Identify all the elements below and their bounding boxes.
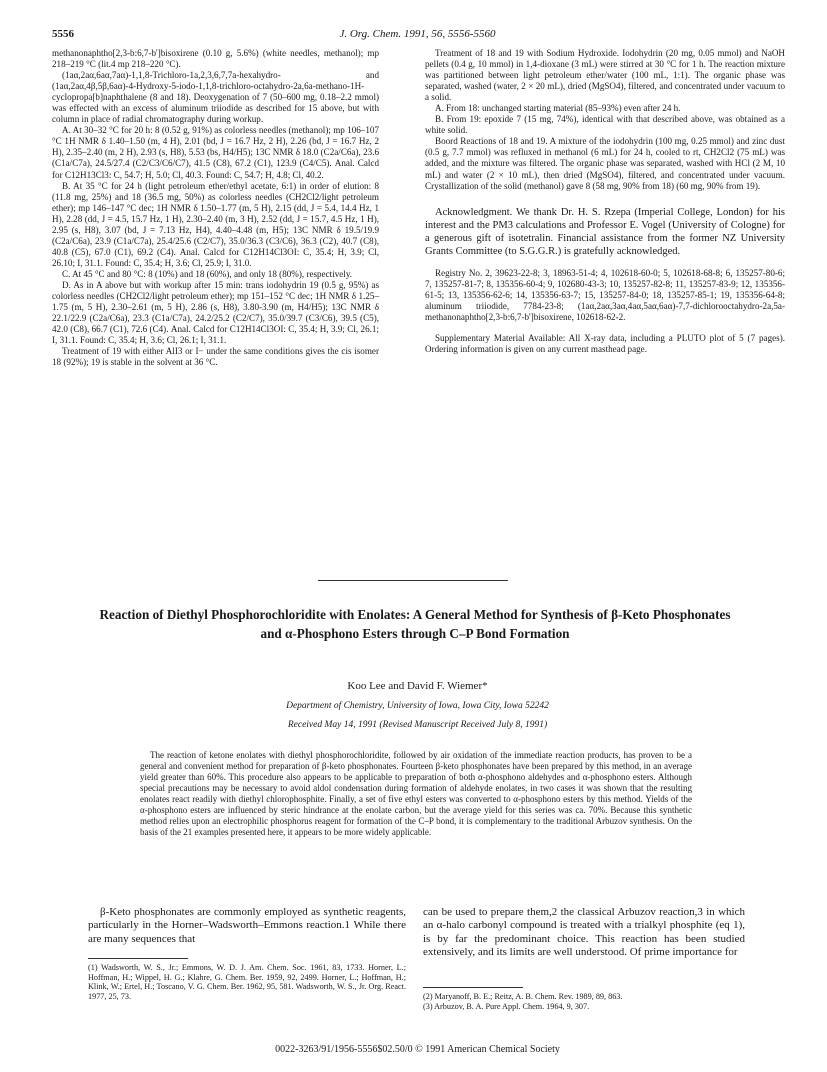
footnote-3: (3) Arbuzov, B. A. Pure Appl. Chem. 1964, 9, 307. (423, 1002, 590, 1011)
paragraph: Treatment of 18 and 19 with Sodium Hydroxide. Iodohydrin (20 mg, 0.05 mmol) and NaOH pellets (0.4 g, 10 mmol) in 1,4-dioxane (3 mL) were stirred at 30 °C for 1 h. The reaction mixture was partitioned between light petroleum ether/water (100 mL, 1:1). The organic phase was separated, washed (water, 2 × 20 mL), dried (MgSO4), filtered, and concentrated under vacuum to a solid. (425, 48, 785, 103)
running-header (52, 28, 783, 44)
paragraph: Treatment of 19 with either AlI3 or I− under the same conditions gives the cis isomer 18 (92%); 19 is stable in the solvent at 36 °C. (52, 346, 379, 368)
abstract: The reaction of ketone enolates with diethyl phosphorochloridite, followed by air oxidation of the immediate reaction products, has proven to be a general and convenient method for preparation of β-keto phosphonates. Fourteen β-keto phosphonates have been prepared by this method, in an average yield greater than 60%. This procedure also appears to be applicable to preparation of both α-phosphono aldehydes and α-phosphono esters. Although special precautions may be necessary to avoid aldol condensation during formation of aldehyde enolates, in two cases it was shown that the resulting enolates react readily with diethyl chlorophosphite. Finally, a set of five ethyl esters was converted to α-phosphono esters by this method. Yields of the α-phosphono esters are influenced by steric hindrance at the enolate carbon, but the average yield for this series was ca. 70%. Because this synthetic method relies upon an electrophilic phosphorus reagent for formation of the C–P bond, it is complementary to the traditional Arbuzov synthesis. On the basis of the 21 examples presented here, it appears to be more widely applicable. (140, 750, 692, 837)
page-number: 5556 (52, 28, 74, 40)
article-authors: Koo Lee and David F. Wiemer* (347, 680, 488, 692)
paragraph: B. At 35 °C for 24 h (light petroleum ether/ethyl acetate, 6:1) in order of elution: 8 (11.8 mg, 25%) and 18 (36.5 mg, 50%) as colorless needles (CH2Cl2/light petroleum ether); mp 146–147 °C dec; 1H NMR δ 1.50–1.77 (m, 5 H), 2.15 (dd, J = 5.4, 14.4 Hz, 1 H), 2.28 (dd, J = 4.5, 15.7 Hz, 1 H), 2.30–2.40 (m, 3 H), 2.52 (dd, J = 15.7, 4.5 Hz, 1 H), 2.95 (s, H8), 3.07 (bd, J = 7.13 Hz, H4), 4.40–4.48 (m, H5); 13C NMR δ 19.5/19.9 (C2a/C6a), 23.9 (C1a/C7a), 25.4/25.6 (C2/C7), 35.0/36.3 (C3/C6), 36.3 (C2), 40.7 (C8), 40.8 (C5), 67.0 (C1), 69.2 (C4). Anal. Calcd for C12H14Cl3OI: C, 35.4; H, 3.9; Cl, 26.10; I, 31.1. Found: C, 35.4; H, 3.6; Cl, 25.9; I, 31.0. (52, 180, 379, 268)
article-title: Reaction of Diethyl Phosphorochloridite with Enolates: A General Method for Synthesis of β-Keto Phosphonates and α-Phosphono Esters through C–P Bond Formation (99, 607, 731, 641)
paragraph: A. From 18: unchanged starting material (85–93%) even after 24 h. (435, 103, 681, 114)
paragraph: D. As in A above but with workup after 15 min: trans iodohydrin 19 (0.5 g, 95%) as colorless needles (CH2Cl2/light petroleum ether); mp 151–152 °C dec; 1H NMR δ 1.25–1.75 (m, 5 H), 2.30–2.61 (m, 5 H), 2.86 (s, H8), 3.80-3.90 (m, H4/H5); 13C NMR δ 22.1/22.9 (C2a/C6a), 23.3 (C1a/C7a), 24.2/25.2 (C2/C7), 35.0/39.7 (C3/C6), 39.5 (C5), 42.0 (C8), 66.7 (C1), 72.6 (C4). Anal. Calcd for C12H14Cl3OI: C, 35.4; H, 3.9; Cl, 26.1; I, 31.1. Found: C, 35.4; H, 3.6; Cl, 26.1; I, 31.1. (52, 279, 379, 346)
paragraph: B. From 19: epoxide 7 (15 mg, 74%), identical with that described above, was obtained as a white solid. (425, 114, 785, 136)
author-affiliation: Department of Chemistry, University of Iowa, Iowa City, Iowa 52242 (286, 701, 549, 711)
previous-article-left-column (52, 48, 379, 368)
footnote-divider (423, 987, 523, 988)
paragraph: C. At 45 °C and 80 °C: 8 (10%) and 18 (60%), and only 18 (80%), respectively. (62, 268, 353, 279)
supplementary-material: Supplementary Material Available: All X-ray data, including a PLUTO plot of 5 (7 pages). Ordering information is given on any current masthead page. (425, 332, 785, 354)
paragraph: methanonaphtho[2,3-b:6,7-b']bisoxirene (0.10 g, 5.6%) (white needles, methanol); mp 218–219 °C (lit.4 mp 218–220 °C). (52, 48, 379, 70)
registry-numbers: Registry No. 2, 39623-22-8; 3, 18963-51-4; 4, 102618-60-0; 5, 102618-68-8; 6, 135257-80-6; 7, 135257-81-7; 8, 135356-60-4; 9, 102680-43-3; 10, 135257-82-8; 11, 135257-83-9; 12, 135356-61-5; 13, 135356-62-6; 14, 135356-63-7; 15, 135257-84-0; 18, 135257-85-1; 19, 135356-64-8; aluminum triiodide, 7784-23-8; (1aα,2aα,3aα,4aα,5aα,6aα)-7,7-dichlorooctahydro-2a,5a-methanonaphtho[2,3-b:6,7-b']bisoxirene, 102618-62-2. (425, 267, 785, 322)
journal-citation: J. Org. Chem. 1991, 56, 5556-5560 (339, 28, 496, 40)
received-date: Received May 14, 1991 (Revised Manuscript Received July 8, 1991) (287, 720, 548, 730)
acknowledgment: Acknowledgment. We thank Dr. H. S. Rzepa (Imperial College, London) for his interest and the PM3 calculations and Professor E. Vogel (University of Cologne) for a generous gift of isotetralin. Financial assistance from the former NZ University Grants Committee (to S.G.G.R.) is gratefully acknowledged. (425, 206, 785, 257)
paragraph: Boord Reactions of 18 and 19. A mixture of the iodohydrin (100 mg, 0.25 mmol) and zinc dust (0.5 g, 7.7 mmol) was refluxed in methanol (6 mL) for 24 h, cooled to rt, CH2Cl2 (75 mL) was added, and the mixture was filtered. The organic phase was separated, washed with HCl (2 M, 10 mL) and water (2 × 10 mL), then dried (MgSO4), filtered, and concentrated under vacuum. Crystallization of the solid (methanol) gave 8 (58 mg, 90% from 18) (60 mg, 90% from 19). (425, 136, 785, 191)
body-text-right: can be used to prepare them,2 the classical Arbuzov reaction,3 in which an α-halo carbonyl compound is treated with a trialkyl phosphite (eq 1), is by far the predominant choice. This reaction has been studied extensively, and its limits are well understood. Of prime importance for (423, 906, 745, 958)
body-text-left: β-Keto phosphonates are commonly employed as synthetic reagents, particularly in the Horner–Wadsworth–Emmons reaction.1 While there are many sequences that (88, 906, 406, 945)
previous-article-right-column (425, 48, 785, 355)
footnote-1: (1) Wadsworth, W. S., Jr.; Emmons, W. D. J. Am. Chem. Soc. 1961, 83, 1733. Horner, L.; Hoffman, H.; Wippel, H. G.; Klahre, G. Chem. Ber. 1959, 92, 2499. Horner, L.; Hoffman, H.; Klink, W.; Ertel, H.; Toscano, V. G. Chem. Ber. 1962, 95, 581. Wadsworth, W. S., Jr. Org. React. 1977, 25, 73. (88, 963, 406, 1001)
footnote-2: (2) Maryanoff, B. E.; Reitz, A. B. Chem. Rev. 1989, 89, 863. (423, 992, 623, 1001)
section-divider (318, 580, 508, 581)
copyright-footer: 0022-3263/91/1956-5556$02.50/0 © 1991 American Chemical Society (275, 1044, 560, 1055)
footnote-divider (88, 958, 188, 959)
paragraph: (1aα,2aα,6aα,7aα)-1,1,8-Trichloro-1a,2,3,6,7,7a-hexahydro- and (1aα,2aα,4β,5β,6aα)-4-Hydroxy-5-iodo-1,1,8-trichloro-octahydro-2a,6a-methano-1H-cyclopropa[b]naphthalene (8 and 18). Deoxygenation of 7 (50–600 mg, 0.18–2.2 mmol) was effected with an excess of aluminum triiodide as described for 15 above, but with column in place of radial chromatography during workup. (52, 70, 379, 125)
paragraph: A. At 30–32 °C for 20 h: 8 (0.52 g, 91%) as colorless needles (methanol); mp 106–107 °C 1H NMR δ 1.40–1.50 (m, 4 H), 2.01 (bd, J = 16.7 Hz, 2 H), 2.26 (bd, J = 16.7 Hz, 2 H), 2.35–2.40 (m, 2 H), 2.93 (s, H8), 5.53 (bs, H4/H5); 13C NMR δ 18.0 (C2a/C6a), 23.6 (C1a/C7a), 24.5/27.4 (C2/C3/C6/C7), 41.5 (C8), 67.2 (C1), 123.9 (C4/C5). Anal. Calcd for C12H13Cl3: C, 54.7; H, 5.0; Cl, 40.3. Found: C, 54.7; H, 4.8; Cl, 40.2. (52, 125, 379, 180)
